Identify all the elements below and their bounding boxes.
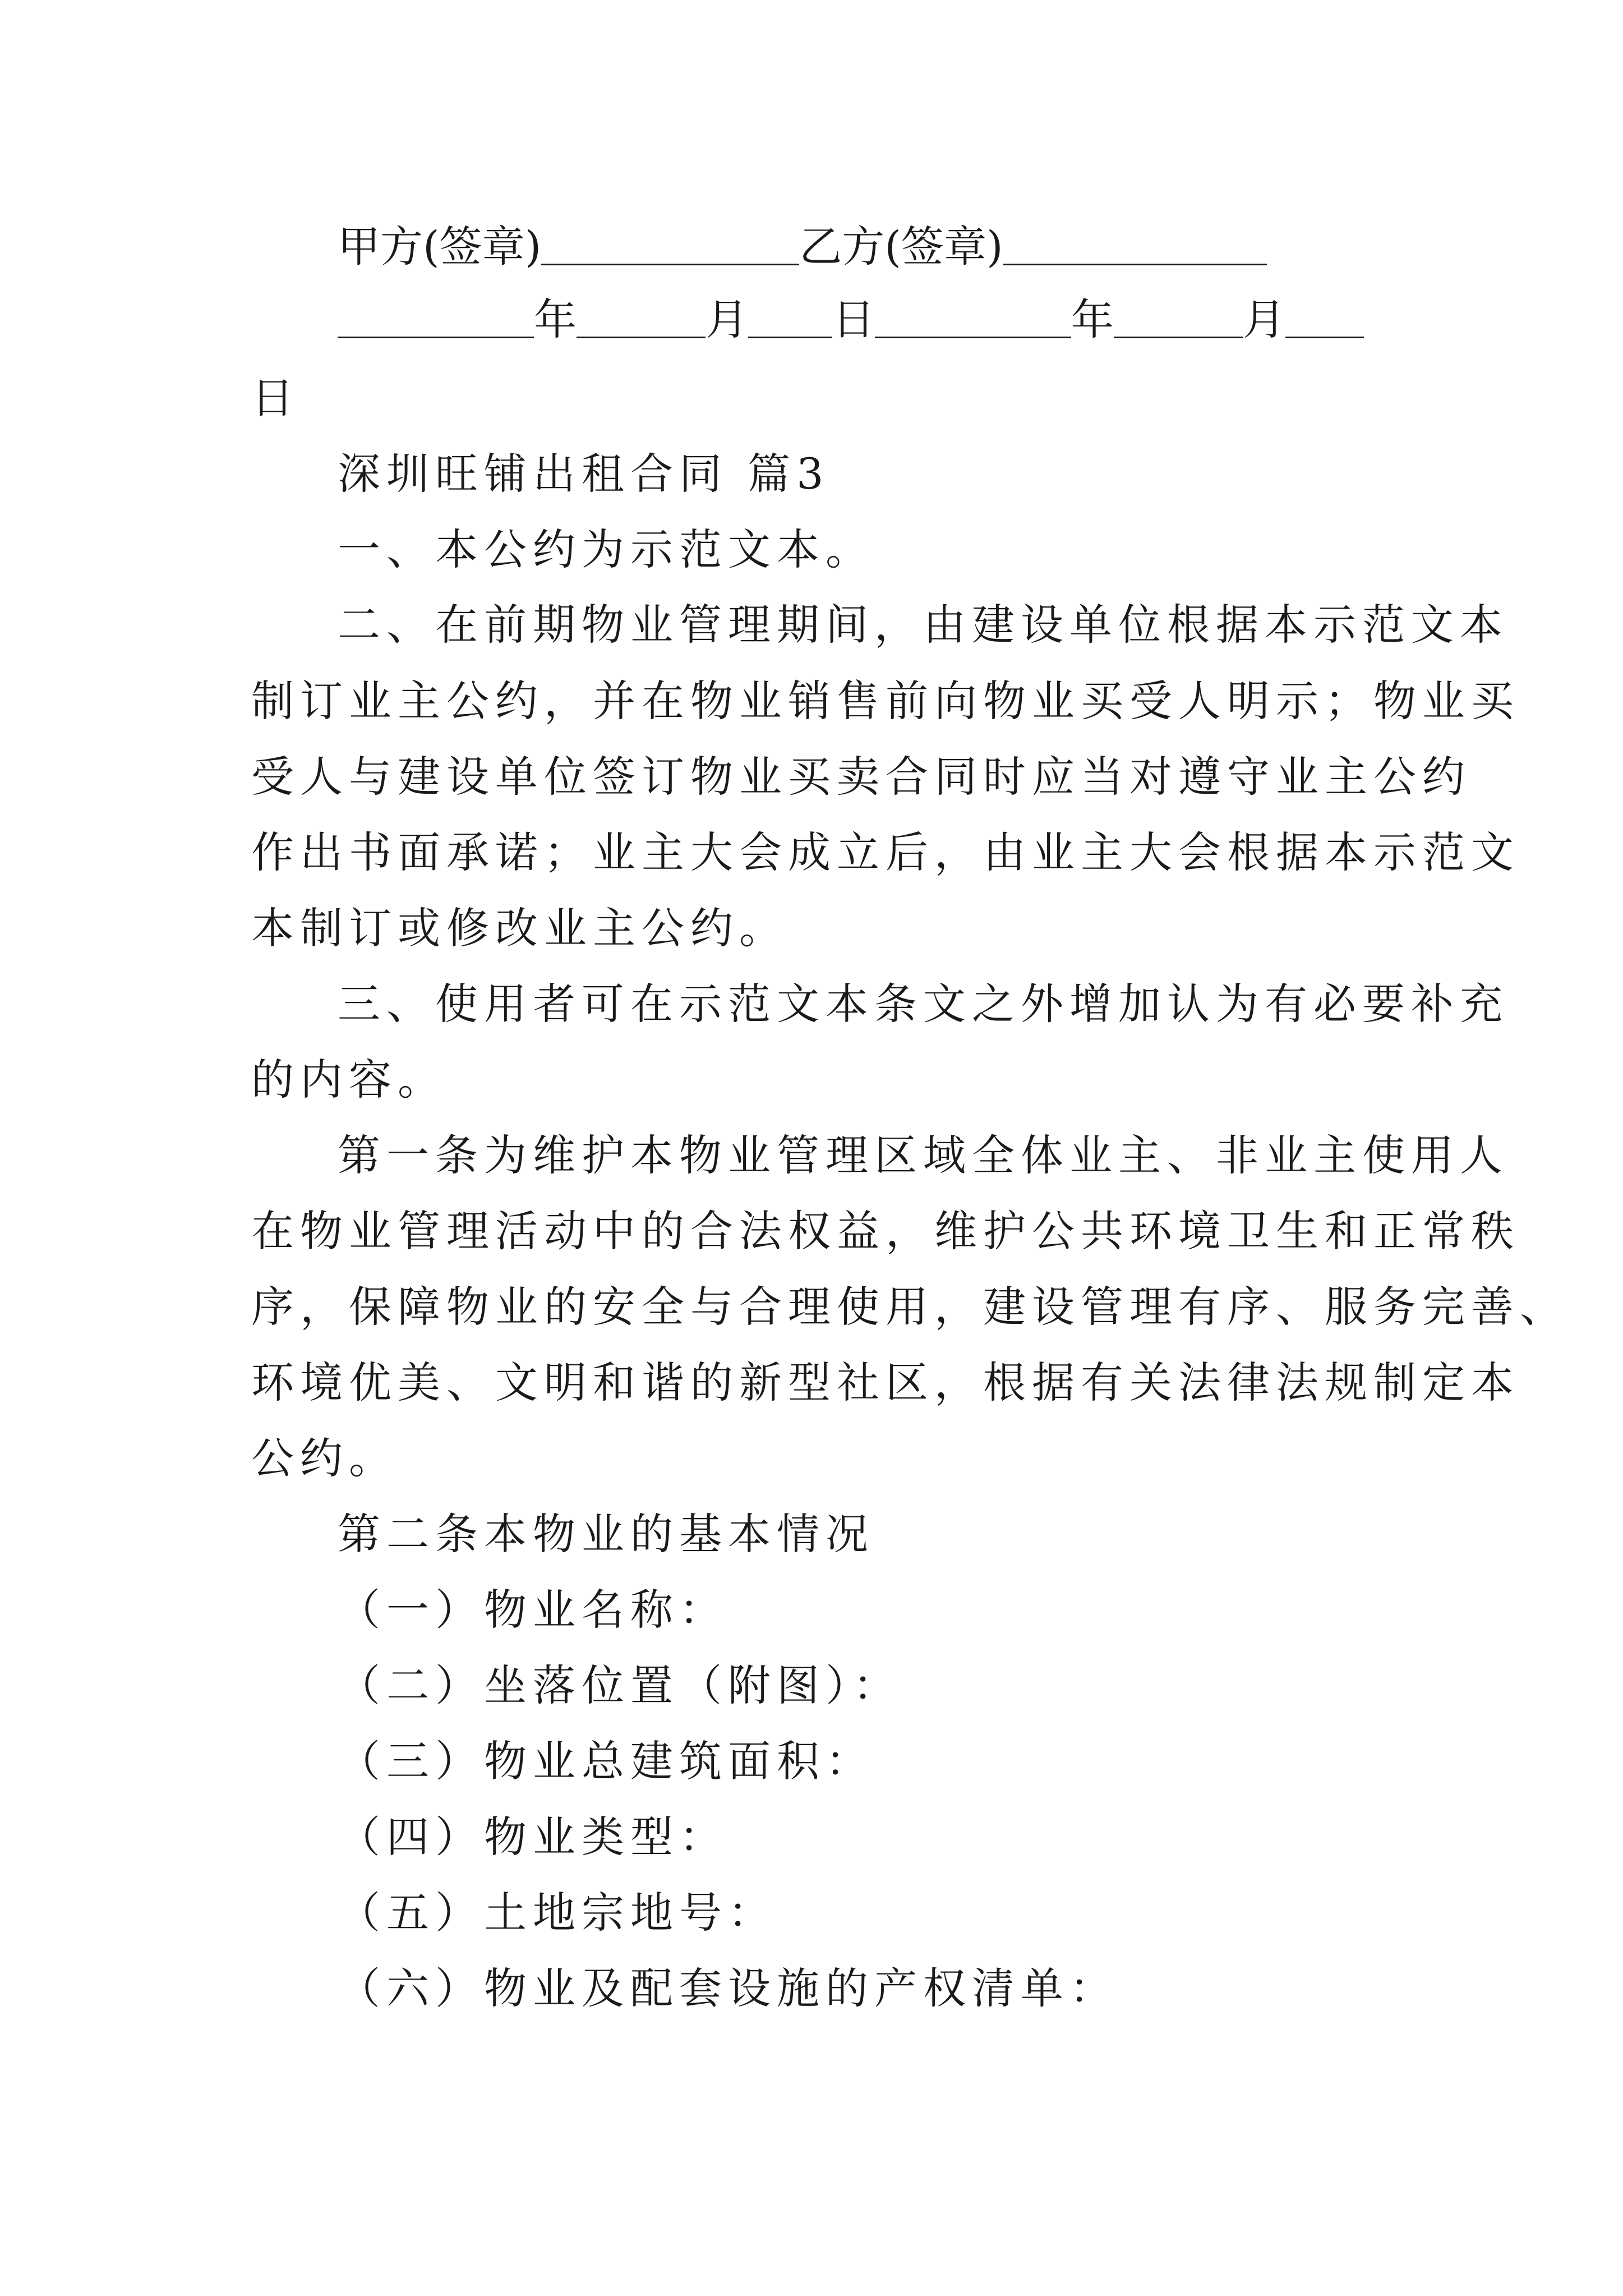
year-blank-b — [875, 292, 1071, 338]
paragraph-line: 制订业主公约，并在物业销售前向物业买受人明示；物业买 — [251, 676, 1520, 726]
paragraph-line: 一、本公约为示范文本。 — [338, 524, 874, 574]
day-blank-a — [748, 292, 832, 338]
month-label-a: 月 — [706, 295, 748, 344]
party-a-signature-label: 甲方(签章) — [338, 222, 542, 272]
paragraph-line: 本制订或修改业主公约。 — [251, 903, 788, 953]
month-blank-b — [1114, 292, 1243, 338]
list-item: （五）土地宗地号： — [338, 1888, 777, 1938]
paragraph-line: 环境优美、文明和谐的新型社区，根据有关法律法规制定本 — [251, 1358, 1520, 1407]
day-label-a: 日 — [832, 295, 875, 344]
list-item: （六）物业及配套设施的产权清单： — [338, 1963, 1118, 2013]
section-heading: 深圳旺铺出租合同 篇3 — [338, 449, 830, 499]
article-heading: 第二条本物业的基本情况 — [338, 1509, 874, 1559]
paragraph-line: 三、使用者可在示范文本条文之外增加认为有必要补充 — [338, 979, 1509, 1029]
paragraph-line: 作出书面承诺；业主大会成立后，由业主大会根据本示范文 — [251, 827, 1520, 877]
year-label-b: 年 — [1071, 295, 1114, 344]
paragraph-line: 在物业管理活动中的合法权益，维护公共环境卫生和正常秩 — [251, 1206, 1520, 1256]
paragraph-line: 第一条为维护本物业管理区域全体业主、非业主使用人 — [338, 1130, 1509, 1180]
list-item: （三）物业总建筑面积： — [338, 1736, 874, 1786]
paragraph-line: 受人与建设单位签订物业买卖合同时应当对遵守业主公约 — [251, 752, 1471, 802]
party-a-signature-blank — [541, 219, 799, 265]
signature-row — [338, 219, 1347, 275]
paragraph-line: 序，保障物业的安全与合理使用，建设管理有序、服务完善、 — [251, 1282, 1569, 1332]
list-item: （四）物业类型： — [338, 1812, 728, 1862]
month-blank-a — [577, 292, 706, 338]
year-blank-a — [338, 292, 534, 338]
paragraph-line: 的内容。 — [251, 1055, 446, 1105]
date-row — [338, 292, 1381, 348]
day-blank-b — [1285, 292, 1364, 338]
month-label-b: 月 — [1243, 295, 1285, 344]
paragraph-line: 二、在前期物业管理期间，由建设单位根据本示范文本 — [338, 600, 1509, 650]
list-item: （一）物业名称： — [338, 1585, 728, 1635]
paragraph-line: 公约。 — [251, 1433, 398, 1483]
day-label-b: 日 — [251, 373, 300, 423]
party-b-signature-blank — [1003, 219, 1267, 265]
year-label-a: 年 — [534, 295, 577, 344]
list-item: （二）坐落位置（附图）： — [338, 1660, 902, 1710]
party-b-signature-label: 乙方(签章) — [799, 222, 1003, 272]
